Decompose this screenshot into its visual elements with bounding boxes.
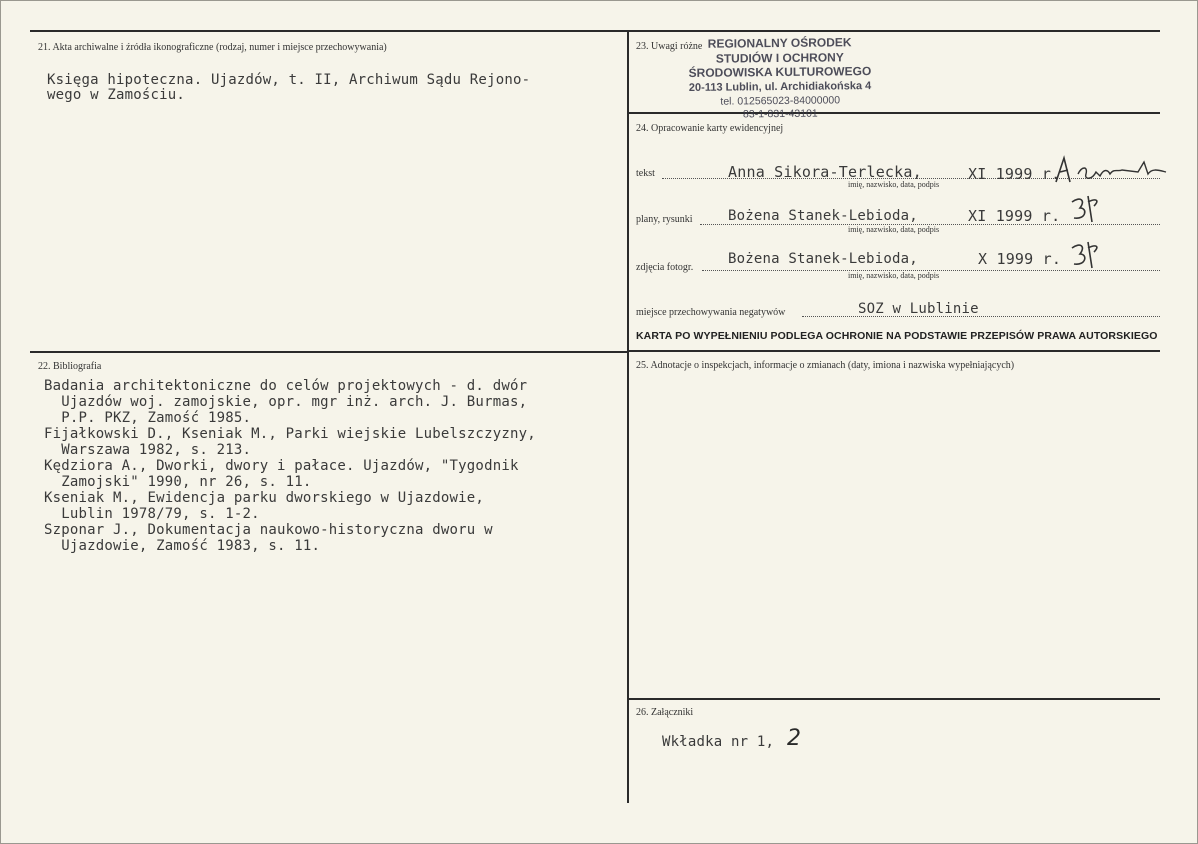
top-rule: [30, 30, 1160, 32]
attachments-value: Wkładka nr 1,: [662, 734, 775, 750]
signature-2: [1066, 192, 1116, 226]
copyright-notice: KARTA PO WYPEŁNIENIU PODLEGA OCHRONIE NA PODSTAWIE PRZEPISÓW PRAWA AUTORSKIEGO: [636, 330, 1158, 342]
stamp-line: 83-1-831-43101: [742, 107, 818, 120]
text-author-sublabel: imię, nazwisko, data, podpis: [848, 180, 940, 189]
section-25-26-rule: [627, 698, 1160, 700]
bibliography-line: Warszawa 1982, s. 213.: [44, 442, 252, 458]
bibliography-line: Zamojski" 1990, nr 26, s. 11.: [44, 474, 312, 490]
mid-rule-right: [627, 350, 1160, 352]
center-divider: [627, 30, 629, 803]
text-author-name: Anna Sikora-Terlecka,: [728, 163, 922, 181]
section-24-label: 24. Opracowanie karty ewidencyjnej: [636, 123, 784, 134]
bibliography-line: Szponar J., Dokumentacja naukowo-historyczna dworu w: [44, 522, 493, 538]
section-22-label: 22. Bibliografia: [38, 361, 102, 372]
bibliography-line: Badania architektoniczne do celów projektowych - d. dwór: [44, 378, 528, 394]
bibliography-line: Ujazdów woj. zamojskie, opr. mgr inż. arch. J. Burmas,: [44, 394, 528, 410]
section-21-label: 21. Akta archiwalne i źródła ikonograficzne (rodzaj, numer i miejsce przechowywania): [38, 42, 387, 53]
photos-author-sublabel: imię, nazwisko, data, podpis: [848, 271, 940, 280]
bibliography-line: Kseniak M., Ewidencja parku dworskiego w Ujazdowie,: [44, 490, 485, 506]
section-21-line-2: wego w Zamościu.: [47, 87, 186, 103]
section-21-line-1: Księga hipoteczna. Ujazdów, t. II, Archiwum Sądu Rejono-: [47, 72, 531, 88]
institution-stamp: [670, 35, 891, 120]
negatives-location-line: [802, 316, 1160, 317]
stamp-line: 20-113 Lublin, ul. Archidiakońska 4: [688, 79, 872, 94]
text-author-date: XI 1999 r.: [968, 165, 1061, 183]
section-25-label: 25. Adnotacje o inspekcjach, informacje o zmianach (daty, imiona i nazwiska wypełniających): [636, 360, 1015, 371]
drawings-author-date: XI 1999 r.: [968, 207, 1061, 225]
section-23-label: 23. Uwagi różne: [636, 41, 703, 52]
bibliography-line: P.P. PKZ, Zamość 1985.: [44, 410, 252, 426]
attachments-handwritten: 2: [787, 726, 801, 751]
bibliography-line: Kędziora A., Dworki, dwory i pałace. Ujazdów, "Tygodnik: [44, 458, 519, 474]
text-author-label: tekst: [636, 168, 655, 179]
bibliography-line: Lublin 1978/79, s. 1-2.: [44, 506, 260, 522]
mid-rule-left: [30, 351, 628, 353]
section-26-label: 26. Załączniki: [636, 707, 694, 718]
negatives-location-label: miejsce przechowywania negatywów: [636, 307, 786, 318]
stamp-line: REGIONALNY OŚRODEK: [707, 35, 852, 51]
photos-author-label: zdjęcia fotogr.: [636, 262, 694, 273]
drawings-author-name: Bożena Stanek-Lebioda,: [728, 208, 918, 224]
signature-3: [1066, 238, 1116, 272]
photos-author-date: X 1999 r.: [978, 250, 1062, 268]
drawings-author-label: plany, rysunki: [636, 214, 693, 225]
negatives-location-value: SOZ w Lublinie: [858, 301, 979, 317]
bibliography-line: Fijałkowski D., Kseniak M., Parki wiejskie Lubelszczyzny,: [44, 426, 536, 442]
drawings-author-sublabel: imię, nazwisko, data, podpis: [848, 225, 940, 234]
stamp-line: tel. 012565023-84000000: [720, 94, 841, 108]
photos-author-name: Bożena Stanek-Lebioda,: [728, 251, 918, 267]
stamp-line: ŚRODOWISKA KULTUROWEGO: [688, 64, 872, 80]
bibliography-line: Ujazdowie, Zamość 1983, s. 11.: [44, 538, 321, 554]
stamp-line: STUDIÓW I OCHRONY: [715, 49, 844, 66]
signature-1: [1048, 152, 1178, 188]
